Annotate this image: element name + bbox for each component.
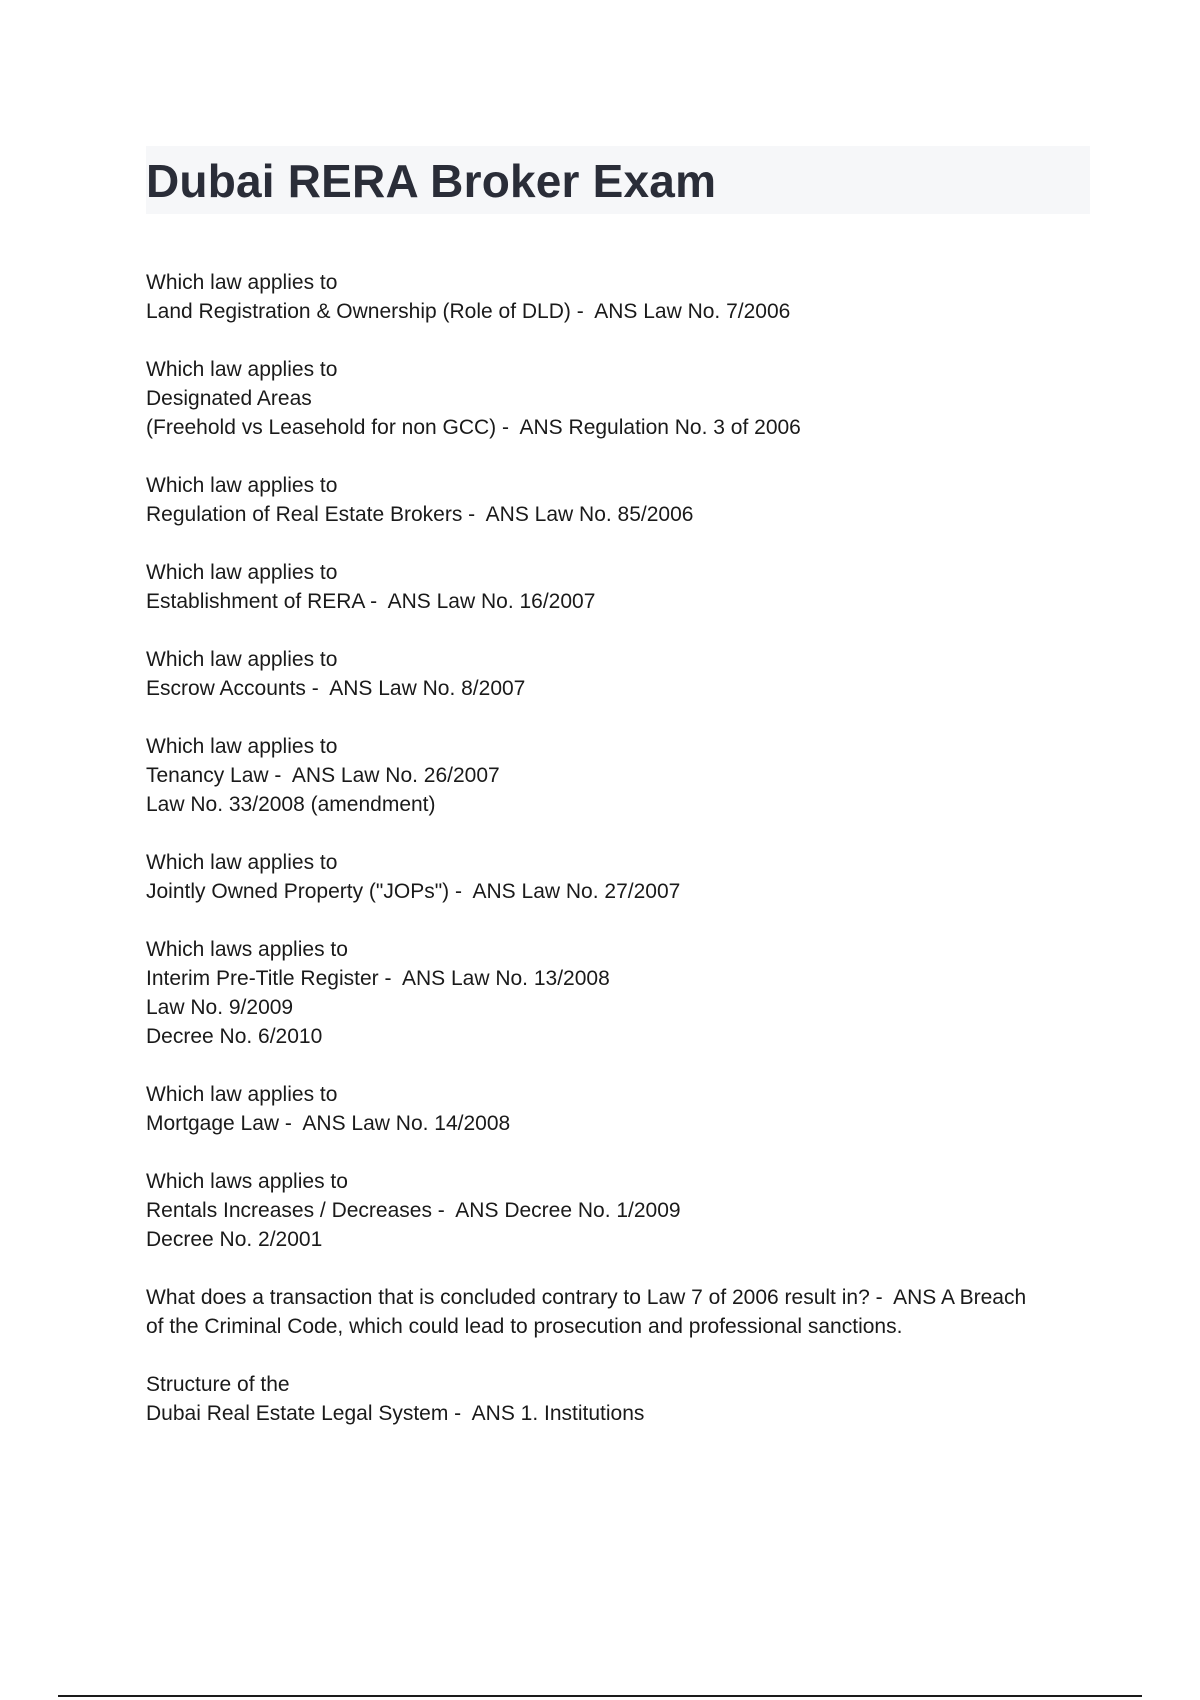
answer-line: of the Criminal Code, which could lead to prosecution and professional sanctions. [146,1315,903,1338]
qa-item [146,558,1096,616]
answer-line: Tenancy Law - ANS Law No. 26/2007 [146,764,500,787]
answer-line: (Freehold vs Leasehold for non GCC) - ANS Regulation No. 3 of 2006 [146,416,801,439]
page-title: Dubai RERA Broker Exam [146,155,717,207]
answer-line: Escrow Accounts - ANS Law No. 8/2007 [146,677,526,700]
question-line: What does a transaction that is concluded contrary to Law 7 of 2006 result in? - ANS A Breach [146,1286,1027,1309]
answer-line: Law No. 33/2008 (amendment) [146,793,436,816]
question-line: Which law applies to [146,271,338,294]
question-line: Which law applies to [146,735,338,758]
question-line: Designated Areas [146,387,312,410]
qa-item [146,355,1096,442]
question-line: Which law applies to [146,648,338,671]
question-line: Which law applies to [146,474,338,497]
qa-item [146,645,1096,703]
qa-item [146,935,1096,1051]
question-line: Which law applies to [146,358,338,381]
question-line: Structure of the [146,1373,290,1396]
footer-divider [58,1695,1142,1697]
answer-line: Mortgage Law - ANS Law No. 14/2008 [146,1112,511,1135]
answer-line: Interim Pre-Title Register - ANS Law No. 13/2008 [146,967,610,990]
qa-item [146,1370,1096,1428]
answer-line: Law No. 9/2009 [146,996,294,1019]
answer-line: Decree No. 6/2010 [146,1025,323,1048]
answer-line: Jointly Owned Property ("JOPs") - ANS Law No. 27/2007 [146,880,681,903]
qa-item [146,848,1096,906]
qa-item [146,471,1096,529]
answer-line: Rentals Increases / Decreases - ANS Decree No. 1/2009 [146,1199,681,1222]
title-banner [146,146,1090,214]
question-line: Which law applies to [146,851,338,874]
answer-line: Regulation of Real Estate Brokers - ANS Law No. 85/2006 [146,503,694,526]
qa-list [146,268,1096,1457]
qa-item [146,1283,1096,1341]
qa-item [146,1167,1096,1254]
question-line: Which laws applies to [146,1170,348,1193]
answer-line: Dubai Real Estate Legal System - ANS 1. Institutions [146,1402,645,1425]
question-line: Which laws applies to [146,938,348,961]
answer-line: Land Registration & Ownership (Role of DLD) - ANS Law No. 7/2006 [146,300,791,323]
qa-item [146,1080,1096,1138]
qa-item [146,732,1096,819]
qa-item [146,268,1096,326]
question-line: Which law applies to [146,1083,338,1106]
question-line: Which law applies to [146,561,338,584]
answer-line: Decree No. 2/2001 [146,1228,323,1251]
answer-line: Establishment of RERA - ANS Law No. 16/2007 [146,590,596,613]
